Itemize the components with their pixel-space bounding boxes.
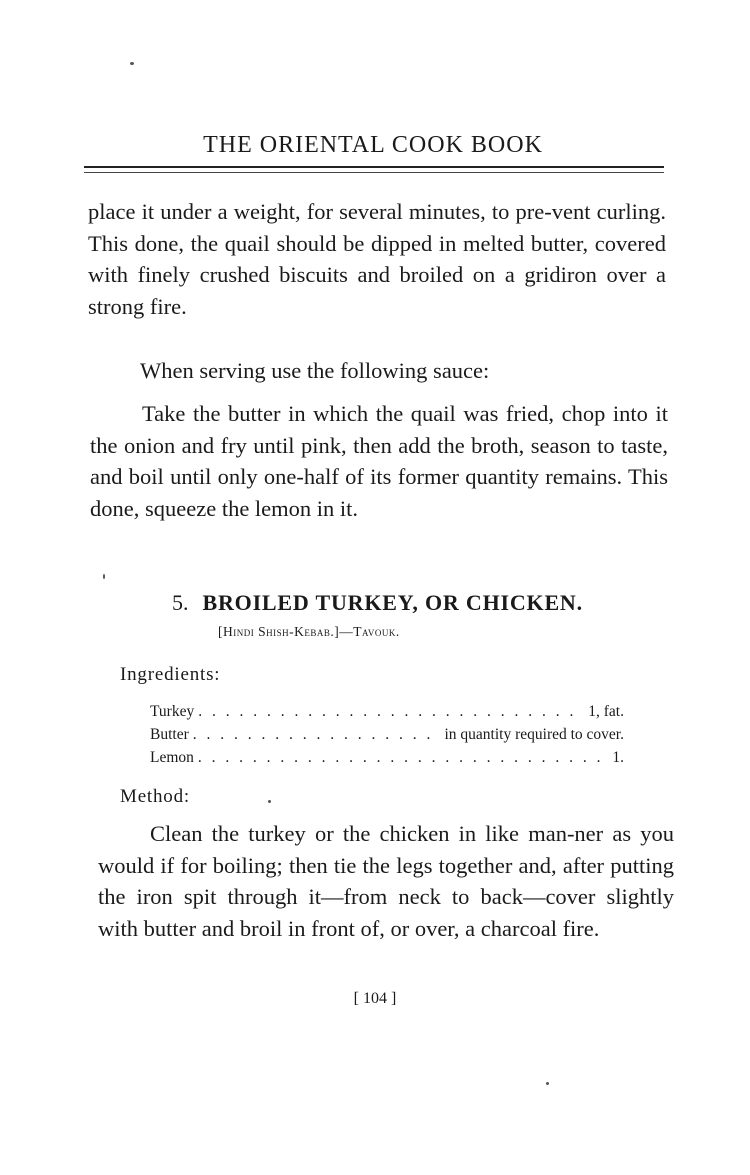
recipe-title — [172, 590, 583, 616]
method-label: Method: — [120, 786, 190, 807]
method-paragraph: Clean the turkey or the chicken in like man-ner as you would if for boiling; then tie the legs together and, after putting the iron spit through it—from neck to back—cover slightly with butter and broil in front of, or over, a charcoal fire. — [98, 821, 674, 941]
ingredient-name: Lemon — [150, 749, 194, 766]
serving-intro: When serving use the following sauce: — [140, 358, 490, 383]
running-head: THE ORIENTAL COOK BOOK — [203, 132, 543, 158]
header-rule-thick — [84, 166, 664, 168]
scan-speck — [103, 574, 105, 579]
leader-dots — [198, 746, 608, 769]
ingredient-row — [150, 723, 624, 746]
recipe-name: BROILED TURKEY, OR CHICKEN. — [202, 590, 583, 615]
scan-speck — [130, 62, 134, 65]
ingredient-name: Butter — [150, 726, 189, 743]
ingredient-quantity: 1, fat. — [588, 703, 624, 720]
recipe-alternate-names: [Hindi Shish-Kebab.]—Tavouk. — [218, 624, 400, 639]
scan-speck — [268, 800, 271, 803]
leader-dots — [193, 723, 441, 746]
sauce-paragraph: Take the butter in which the quail was fried, chop into it the onion and fry until pink, then add the broth, season to taste, and boil until only one-half of its former quantity remains. This done, squeeze the lemon in it. — [90, 401, 668, 521]
ingredient-row — [150, 700, 624, 723]
ingredient-name: Turkey — [150, 703, 195, 720]
ingredient-quantity: in quantity required to cover. — [444, 726, 624, 743]
scan-speck — [546, 1082, 549, 1085]
ingredient-quantity: 1. — [612, 749, 624, 766]
ingredient-row — [150, 746, 624, 769]
header-rule-thin — [84, 172, 664, 173]
page-number: [ 104 ] — [353, 990, 397, 1007]
recipe-number: 5. — [172, 590, 189, 615]
continuation-paragraph: place it under a weight, for several minutes, to pre-vent curling. This done, the quail should be dipped in melted butter, covered with finely crushed biscuits and broiled on a gridiron over a strong fire. — [88, 199, 666, 319]
leader-dots — [198, 700, 584, 723]
ingredients-label: Ingredients: — [120, 664, 221, 685]
ingredients-list — [150, 700, 624, 769]
